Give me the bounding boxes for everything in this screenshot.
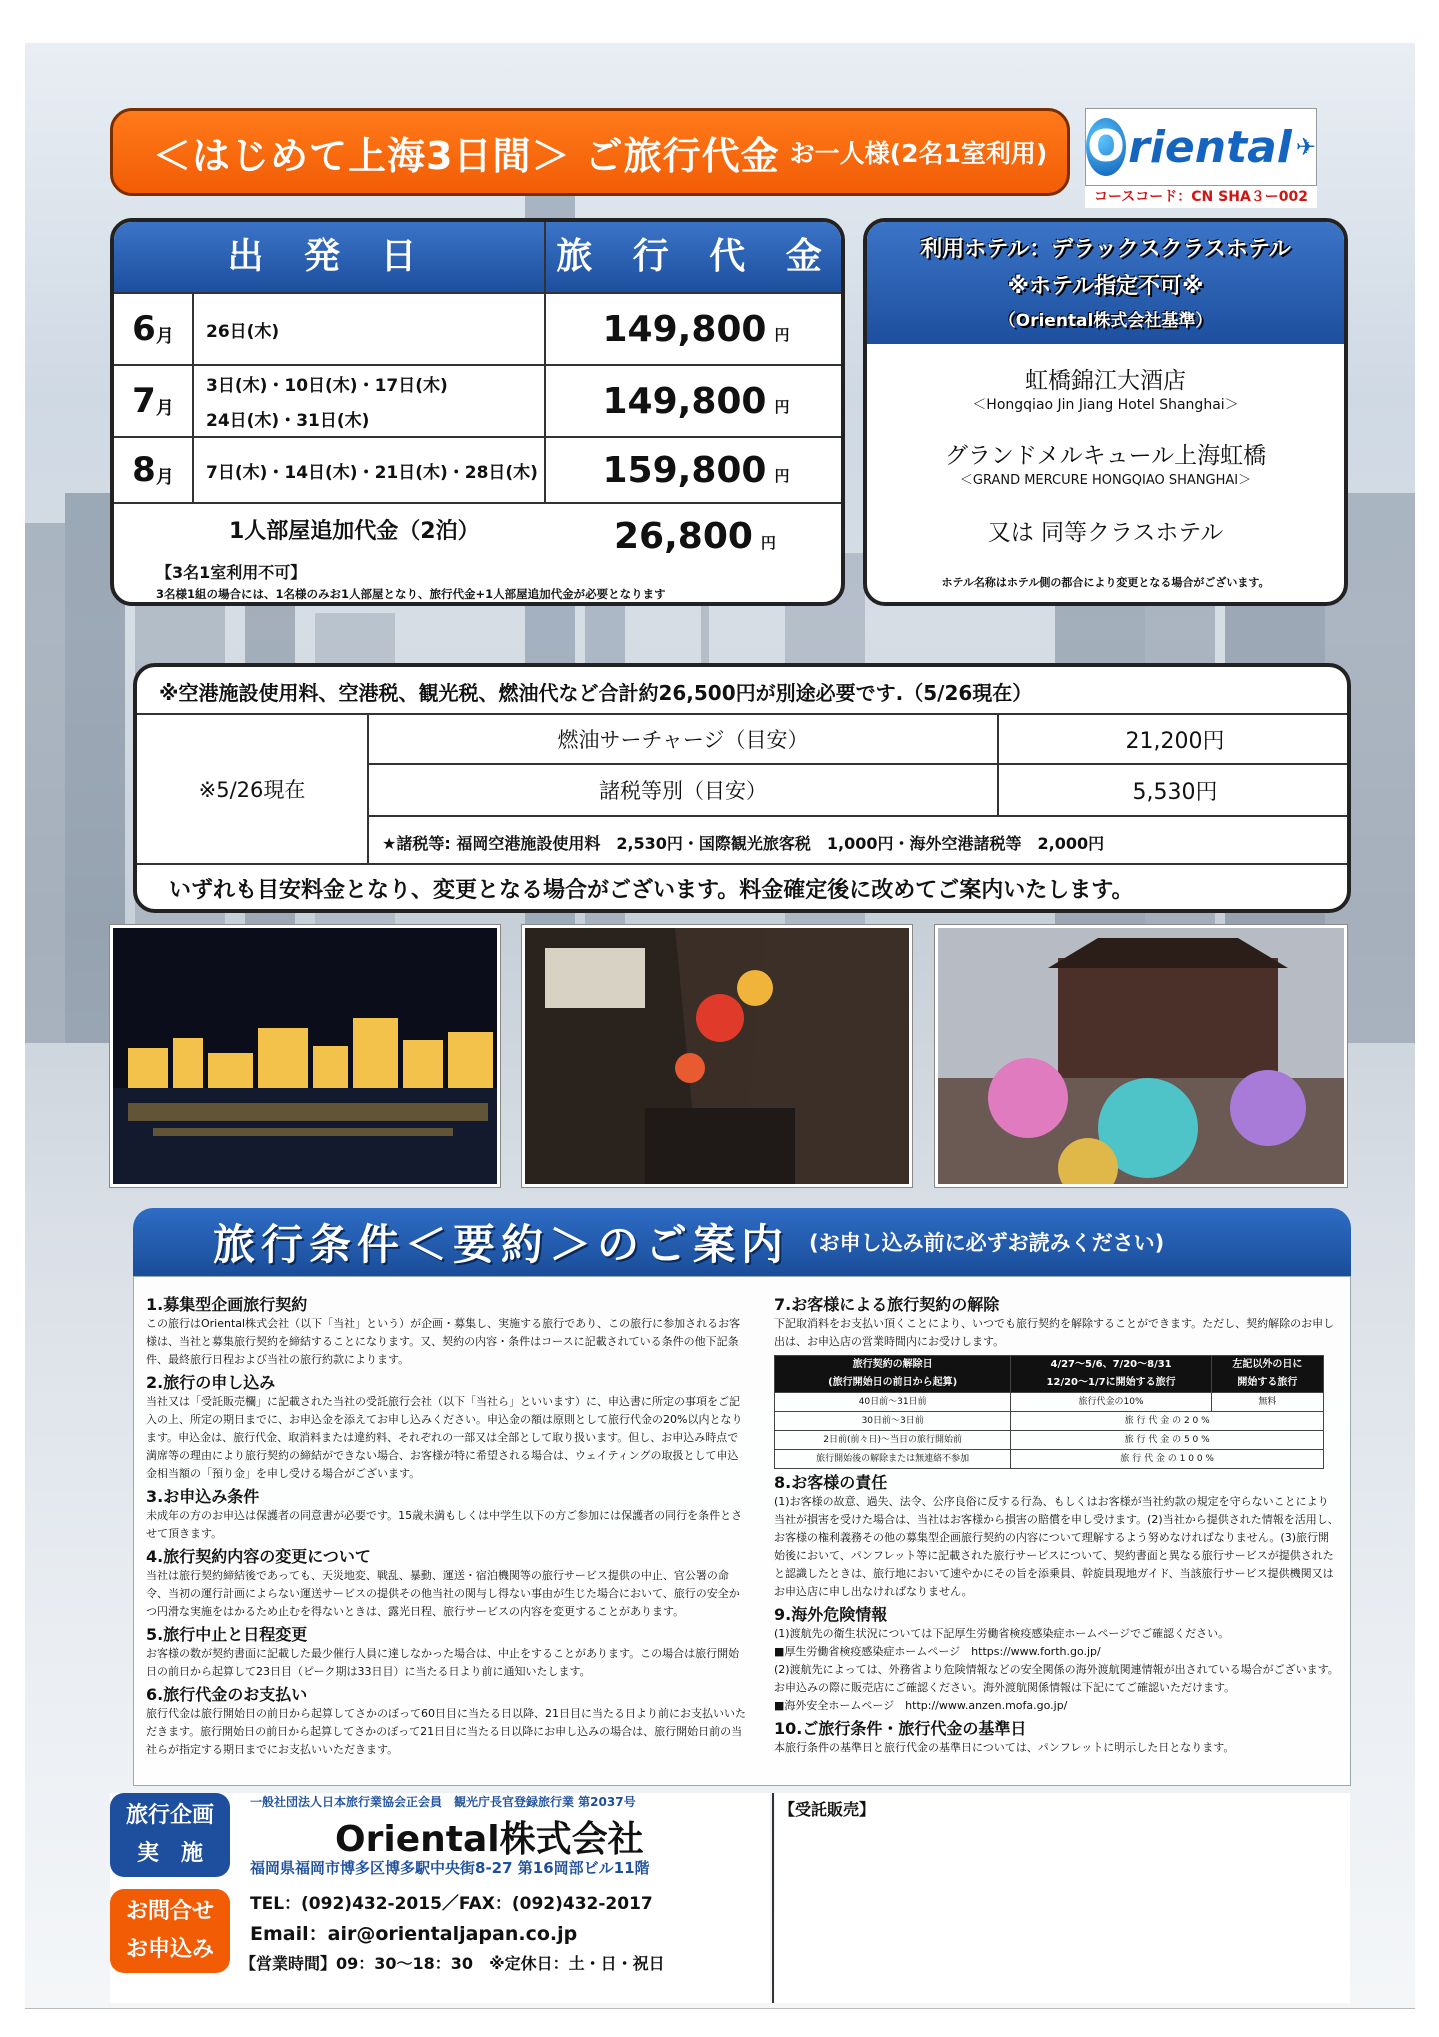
section-7-text: 下記取消料をお支払い頂くことにより、いつでも旅行契約を解除することができます。ただし、契約解除のお申し出は、お申込店の営業時間内にお受けします。	[774, 1317, 1335, 1348]
price-value: 149,800	[602, 380, 767, 422]
business-hours: 【営業時間】09：30〜18：30 ※定休日：土・日・祝日	[240, 1954, 665, 1973]
conditions-header	[133, 1208, 1351, 1276]
section-6-text: 旅行代金は旅行開始日の前日から起算してさかのぼって60日目に当たる日以降、21日目に当たる日より前にお支払いいただきます。旅行開始日の前日から起算してさかのぼって21日目に当たる日以降にお申し込みの場合は、旅行開始日前の当社らが指定する期日までにお支払いいただきます。	[146, 1707, 746, 1756]
cancellation-table	[774, 1355, 1324, 1469]
table-cell: 40日前〜31日前	[775, 1393, 1011, 1412]
month-number: 8	[132, 450, 156, 490]
section-9-link-2[interactable]: ■海外安全ホームページ http://www.anzen.mofa.go.jp/	[774, 1699, 1068, 1712]
footer-company	[110, 1793, 770, 2003]
dates-line-2: 24日(木)・31日(木)	[206, 411, 370, 431]
tax-as-of: ※5/26現在	[137, 715, 369, 863]
section-8-heading: 8.お客様の責任	[774, 1473, 888, 1492]
consign-area	[775, 1793, 1350, 2003]
dates-line: 3日(木)・10日(木)・17日(木)	[206, 376, 448, 396]
hotel-2-name: グランドメルキュール上海虹橋	[944, 443, 1267, 469]
hotel-header	[867, 222, 1344, 344]
section-9-link-1[interactable]: ■厚生労働省検疫感染症ホームページ https://www.forth.go.jp/	[774, 1645, 1101, 1658]
inquiry-badge-line2: お申込み	[125, 1937, 214, 1962]
section-10-text: 本旅行条件の基準日と旅行代金の基準日については、パンフレットに明示した日となります。	[774, 1741, 1235, 1754]
dates-line: 7日(木)・14日(木)・21日(木)・28日(木)	[206, 462, 538, 483]
hotel-1-name: 虹橋錦江大酒店	[1025, 368, 1186, 394]
footer-divider	[772, 1793, 774, 2003]
yen-unit: 円	[774, 397, 790, 416]
section-1-text: この旅行はOriental株式会社（以下「当社」という）が企画・募集し、実施する旅行であり、この旅行に参加されるお客様は、当社と募集旅行契約を締結することになります。又、契約の内容・条件はコースに記載されている条件の他下記条件、最終旅行日程および当社の旅行約款によります。	[146, 1317, 741, 1366]
conditions-right-column	[774, 1291, 1339, 1757]
price-table	[110, 218, 845, 606]
table-cell: 旅行代金の10%	[1011, 1393, 1212, 1412]
col-price: 旅 行 代 金	[546, 222, 845, 292]
dates-line: 26日(木)	[206, 321, 280, 342]
single-room-price-value: 26,800	[614, 516, 753, 557]
conditions-title: 旅行条件＜要約＞のご案内	[213, 1220, 790, 1269]
col-departure: 出 発 日	[114, 222, 546, 292]
cancel-header-1b: (旅行開始日の前日から起算)	[828, 1377, 958, 1388]
price-value: 159,800	[602, 449, 767, 491]
section-5-heading: 5.旅行中止と日程変更	[146, 1625, 308, 1644]
hotel-alt: 又は 同等クラスホテル	[987, 520, 1224, 546]
photo-old-street	[522, 925, 912, 1187]
association-note: 一般社団法人日本旅行業協会正会員 観光庁長官登録旅行業 第2037号	[250, 1795, 636, 1809]
month-number: 7	[132, 381, 156, 421]
section-3-text: 未成年の方のお申込は保護者の同意書が必要です。15歳未満もしくは中学生以下の方ご参加には保護者の同行を条件とさせて頂きます。	[146, 1509, 743, 1540]
section-4-text: 当社は旅行契約締結後であっても、天災地変、戦乱、暴動、運送・宿泊機関等の旅行サービス提供の中止、官公署の命令、当初の運行計画によらない運送サービスの提供その他当社の関与し得ない事由が生じた場合において、旅行の安全かつ円滑な実施をはかるため止むを得ないときは、露光日程、旅行サービスの内容を変更することがあります。	[146, 1569, 740, 1618]
airplane-icon: ✈	[1295, 133, 1316, 161]
price-row-june	[114, 292, 841, 364]
bottom-rule	[25, 2008, 1415, 2009]
table-cell: 旅 行 代 金 の 5 0 %	[1011, 1431, 1324, 1450]
price-row-august	[114, 436, 841, 502]
company-address: 福岡県福岡市博多区博多駅中央街8-27 第16岡部ビル11階	[250, 1859, 650, 1877]
conditions-subtitle: (お申し込み前に必ずお読みください)	[809, 1231, 1165, 1255]
section-8-text: (1)お客様の故意、過失、法令、公序良俗に反する行為、もしくはお客様が当社約款の規定を守らないことにより当社が損害を受けた場合は、当社はお客様から損害の賠償を申し受けます。(2)当社から提供された情報を活用し、お客様の権利義務その他の募集型企画旅行契約の内容について理解するよう努めなければなりません。(3)旅行開始後において、パンフレット等に記載された旅行サービスについて、契約書面と異なる旅行サービスが提供されたと認識したときは、旅行地において速やかにその旨を添乗員、幹旋員現地ガイド、当該旅行サービス提供機関又はお申込店に申し出なければなりません。	[774, 1495, 1339, 1598]
hotel-info	[863, 218, 1348, 606]
tax-detail: ★諸税等: 福岡空港施設使用料 2,530円・国際観光旅客税 1,000円・海外空港諸税等 2,000円	[382, 833, 1105, 853]
section-9-heading: 9.海外危険情報	[774, 1605, 888, 1624]
section-4-heading: 4.旅行契約内容の変更について	[146, 1547, 371, 1566]
table-cell: 旅行開始後の解除または無連絡不参加	[775, 1450, 1011, 1469]
single-note-2: 3名様1組の場合には、1名様のみお1人部屋となり、旅行代金+1人部屋追加代金が必要となります	[156, 587, 666, 601]
fuel-value: 21,200円	[999, 715, 1351, 765]
hotel-standard: （Oriental株式会社基準）	[998, 311, 1213, 331]
yen-unit: 円	[774, 325, 790, 344]
section-5-text: お客様の数が契約書面に記載した最少催行人員に達しなかった場合は、中止をすることがあります。この場合は旅行開始日の前日から起算して23日目（ピーク期は33日目）に当たる日より前に通知いたします。	[146, 1647, 740, 1678]
cancel-header-2b: 12/20〜1/7に開始する旅行	[1046, 1377, 1176, 1388]
table-row	[775, 1431, 1324, 1450]
price-value: 149,800	[602, 308, 767, 350]
fuel-label: 燃油サーチャージ（目安）	[369, 715, 999, 765]
table-cell: 30日前〜3日前	[775, 1412, 1011, 1431]
planner-badge-line2: 実 施	[136, 1841, 203, 1866]
month-suffix: 月	[155, 326, 174, 347]
tax-footer: いずれも目安料金となり、変更となる場合がございます。料金確定後に改めてご案内いたします。	[169, 878, 1134, 903]
photo-yu-garden	[935, 925, 1347, 1187]
section-7-heading: 7.お客様による旅行契約の解除	[774, 1295, 1000, 1314]
oriental-logo	[1085, 108, 1317, 186]
section-9-text-2: (2)渡航先によっては、外務省より危険情報などの安全関係の海外渡航関連情報が出されている場合がございます。お申込みの際に販売店にご確認ください。海外渡航関係情報は下記にてご確認いただけます。	[774, 1663, 1339, 1694]
tax-value: 5,530円	[999, 765, 1351, 817]
inquiry-badge	[110, 1889, 230, 1973]
logo-globe-icon: O	[1086, 118, 1126, 176]
hotel-note: ホテル名称はホテル側の都合により変更となる場合がございます。	[941, 576, 1270, 589]
conditions-body	[133, 1276, 1351, 1786]
single-room-label: 1人部屋追加代金（2泊）	[229, 519, 480, 544]
hotel-2-english: ＜GRAND MERCURE HONGQIAO SHANGHAI＞	[959, 473, 1252, 488]
table-cell: 2日前(前々日)〜当日の旅行開始前	[775, 1431, 1011, 1450]
title-main: ＜はじめて上海3日間＞ ご旅行代金	[153, 133, 780, 178]
table-cell: 旅 行 代 金 の 1 0 0 %	[1011, 1450, 1324, 1469]
section-9-text-1: (1)渡航先の衛生状況については下記厚生労働省検疫感染症ホームページでご確認ください。	[774, 1627, 1230, 1640]
tax-box	[133, 663, 1351, 913]
single-room-row	[114, 502, 841, 606]
table-cell: 無料	[1211, 1393, 1323, 1412]
logo-text: riental	[1128, 121, 1292, 173]
hotel-class: 利用ホテル：デラックスクラスホテル	[920, 237, 1291, 262]
brochure-page	[25, 43, 1415, 2008]
section-3-heading: 3.お申込み条件	[146, 1487, 260, 1506]
section-2-text: 当社又は「受託販売欄」に記載された当社の受託旅行会社（以下「当社ら」といいます）に、申込書に所定の事項をご記入の上、所定の期日までに、お申込金を添えてお申し込みください。申込金の額は原則として旅行代金の20%以内となります。申込金は、旅行代金、取消料または違約料、それぞれの一部又は全部として取り扱います。但し、お申込み時点で満席等の理由により旅行契約の締結ができない場合、お客様が特に希望される場合は、ウェイティングの取扱として申込金相当額の「預り金」を申し受ける場合がございます。	[146, 1395, 743, 1480]
planner-badge-line1: 旅行企画	[125, 1803, 214, 1828]
tel-fax: TEL：(092)432-2015／FAX：(092)432-2017	[250, 1894, 653, 1914]
email-link[interactable]: Email：air@orientaljapan.co.jp	[250, 1923, 578, 1945]
consign-label: 【受託販売】	[779, 1800, 876, 1819]
price-row-july	[114, 364, 841, 436]
photo-bund-night	[110, 925, 500, 1187]
single-room-price	[614, 516, 776, 557]
hotel-not-specified: ※ホテル指定不可※	[1007, 274, 1204, 299]
title-sub: お一人様(2名1室利用)	[789, 139, 1048, 168]
tax-grid	[137, 713, 1347, 865]
tax-label: 諸税等別（目安）	[369, 765, 999, 817]
cancel-header-3: 左記以外の日に	[1232, 1359, 1303, 1370]
section-10-heading: 10.ご旅行条件・旅行代金の基準日	[774, 1719, 1027, 1738]
yen-unit: 円	[760, 534, 776, 552]
section-6-heading: 6.旅行代金のお支払い	[146, 1685, 308, 1704]
cancel-header-3b: 開始する旅行	[1237, 1377, 1298, 1388]
section-2-heading: 2.旅行の申し込み	[146, 1373, 276, 1392]
tax-head: ※空港施設使用料、空港税、観光税、燃油代など合計約26,500円が別途必要です.（5/26現在）	[159, 681, 1033, 705]
cancel-header-2: 4/27〜5/6、7/20〜8/31	[1050, 1359, 1172, 1370]
month-suffix: 月	[155, 467, 174, 488]
cancel-header-1: 旅行契約の解除日	[852, 1359, 933, 1370]
table-row	[775, 1393, 1324, 1412]
yen-unit: 円	[774, 466, 790, 485]
inquiry-badge-line1: お問合せ	[125, 1899, 214, 1924]
company-name: Oriental株式会社	[335, 1819, 644, 1860]
planner-badge	[110, 1793, 230, 1877]
table-cell: 旅 行 代 金 の 2 0 %	[1011, 1412, 1324, 1431]
section-1-heading: 1.募集型企画旅行契約	[146, 1295, 308, 1314]
month-number: 6	[132, 309, 156, 349]
title-banner	[110, 108, 1070, 196]
course-code: コースコード：CN SHA３ー002	[1085, 186, 1317, 208]
single-note-1: 【3名1室利用不可】	[156, 563, 307, 582]
table-row	[775, 1412, 1324, 1431]
conditions-left-column	[146, 1291, 746, 1759]
month-suffix: 月	[155, 398, 174, 419]
hotel-1-english: ＜Hongqiao Jin Jiang Hotel Shanghai＞	[972, 397, 1239, 413]
table-row	[775, 1450, 1324, 1469]
